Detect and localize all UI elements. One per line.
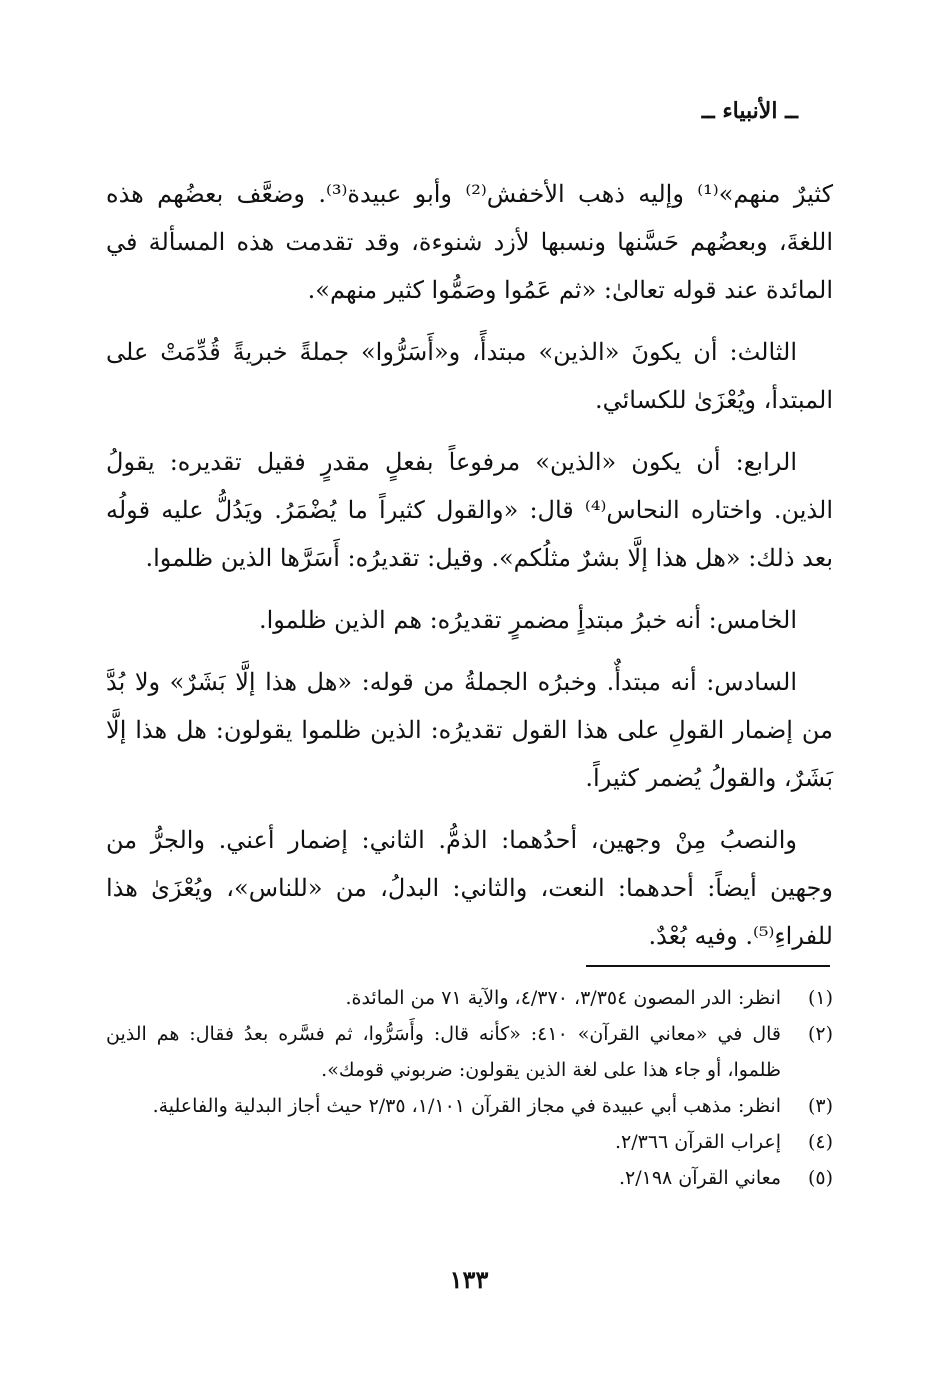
paragraph: الرابع: أن يكون «الذين» مرفوعاً بفعلٍ مقدرٍ فقيل تقديره: يقولُ الذين. واختاره النحاس⁽⁴⁾ قال: «والقول كثيراً ما يُضْمَرُ. ويَدُلُّ عليه قولُه بعد ذلك: «هل هذا إلَّا بشرٌ مثلُكم». وقيل: تقديرُه: أَسَرَّها الذين ظلموا. xyxy=(106,448,833,572)
footnote-number: (٥) xyxy=(807,1167,833,1189)
footnote xyxy=(106,980,833,1016)
footnote xyxy=(106,1016,833,1088)
footnote-text: انظر: الدر المصون ٣/٣٥٤، ٤/٣٧٠، والآية ٧١ من المائدة. xyxy=(345,987,781,1009)
footnote-number: (٢) xyxy=(807,1023,833,1045)
footnote-text: معاني القرآن ٢/١٩٨. xyxy=(618,1167,781,1189)
footnote-text: قال في «معاني القرآن» ٤١٠: «كأنه قال: وأَسَرُّوا، ثم فسَّره بعدُ فقال: هم الذين ظلموا، أو جاء هذا على لغة الذين يقولون: ضربوني قومك». xyxy=(106,1023,781,1081)
page-number: ١٣٣ xyxy=(449,1265,489,1294)
footnote-text: انظر: مذهب أبي عبيدة في مجاز القرآن ١/١٠١، ٢/٣٥ حيث أجاز البدلية والفاعلية. xyxy=(152,1095,781,1117)
paragraph: الخامس: أنه خبرُ مبتدأٍ مضمرٍ تقديرُه: هم الذين ظلموا. xyxy=(258,606,797,634)
main-text xyxy=(106,170,833,974)
footnotes xyxy=(106,980,833,1196)
footnote-number: (٤) xyxy=(807,1131,833,1153)
paragraph: كثيرٌ منهم»⁽¹⁾ وإليه ذهب الأخفش⁽²⁾ وأبو عبيدة⁽³⁾. وضعَّف بعضُهم هذه اللغةَ، وبعضُهم حَسَّنها ونسبها لأزد شنوءة، وقد تقدمت هذه المسألة في المائدة عند قوله تعالىٰ: «ثم عَمُوا وصَمُّوا كثير منهم». xyxy=(106,180,833,304)
paragraph: الثالث: أن يكونَ «الذين» مبتدأً، و«أَسَرُّوا» جملةً خبريةً قُدِّمَتْ على المبتدأ، ويُعْزَىٰ للكسائي. xyxy=(106,338,833,414)
footnote xyxy=(106,1160,833,1196)
footnote-number: (١) xyxy=(807,987,833,1009)
footnote xyxy=(106,1088,833,1124)
footnote-number: (٣) xyxy=(807,1095,833,1117)
footnote-text: إعراب القرآن ٢/٣٦٦. xyxy=(614,1131,781,1153)
paragraph: السادس: أنه مبتدأٌ. وخبرُه الجملةُ من قوله: «هل هذا إلَّا بَشَرٌ» ولا بُدَّ من إضمار القولِ على هذا القول تقديرُه: الذين ظلموا يقولون: هل هذا إلَّا بَشَرٌ، والقولُ يُضمر كثيراً. xyxy=(106,668,833,792)
footnote xyxy=(106,1124,833,1160)
paragraph: والنصبُ مِنْ وجهين، أحدُهما: الذمُّ. الثاني: إضمار أعني. والجرُّ من وجهين أيضاً: أحدهما: النعت، والثاني: البدلُ، من «للناس»، ويُعْزَىٰ هذا للفراءِ⁽⁵⁾. وفيه بُعْدٌ. xyxy=(106,826,833,950)
footnote-separator xyxy=(586,965,830,967)
running-header: ــ الأنبياء ــ xyxy=(701,98,798,124)
